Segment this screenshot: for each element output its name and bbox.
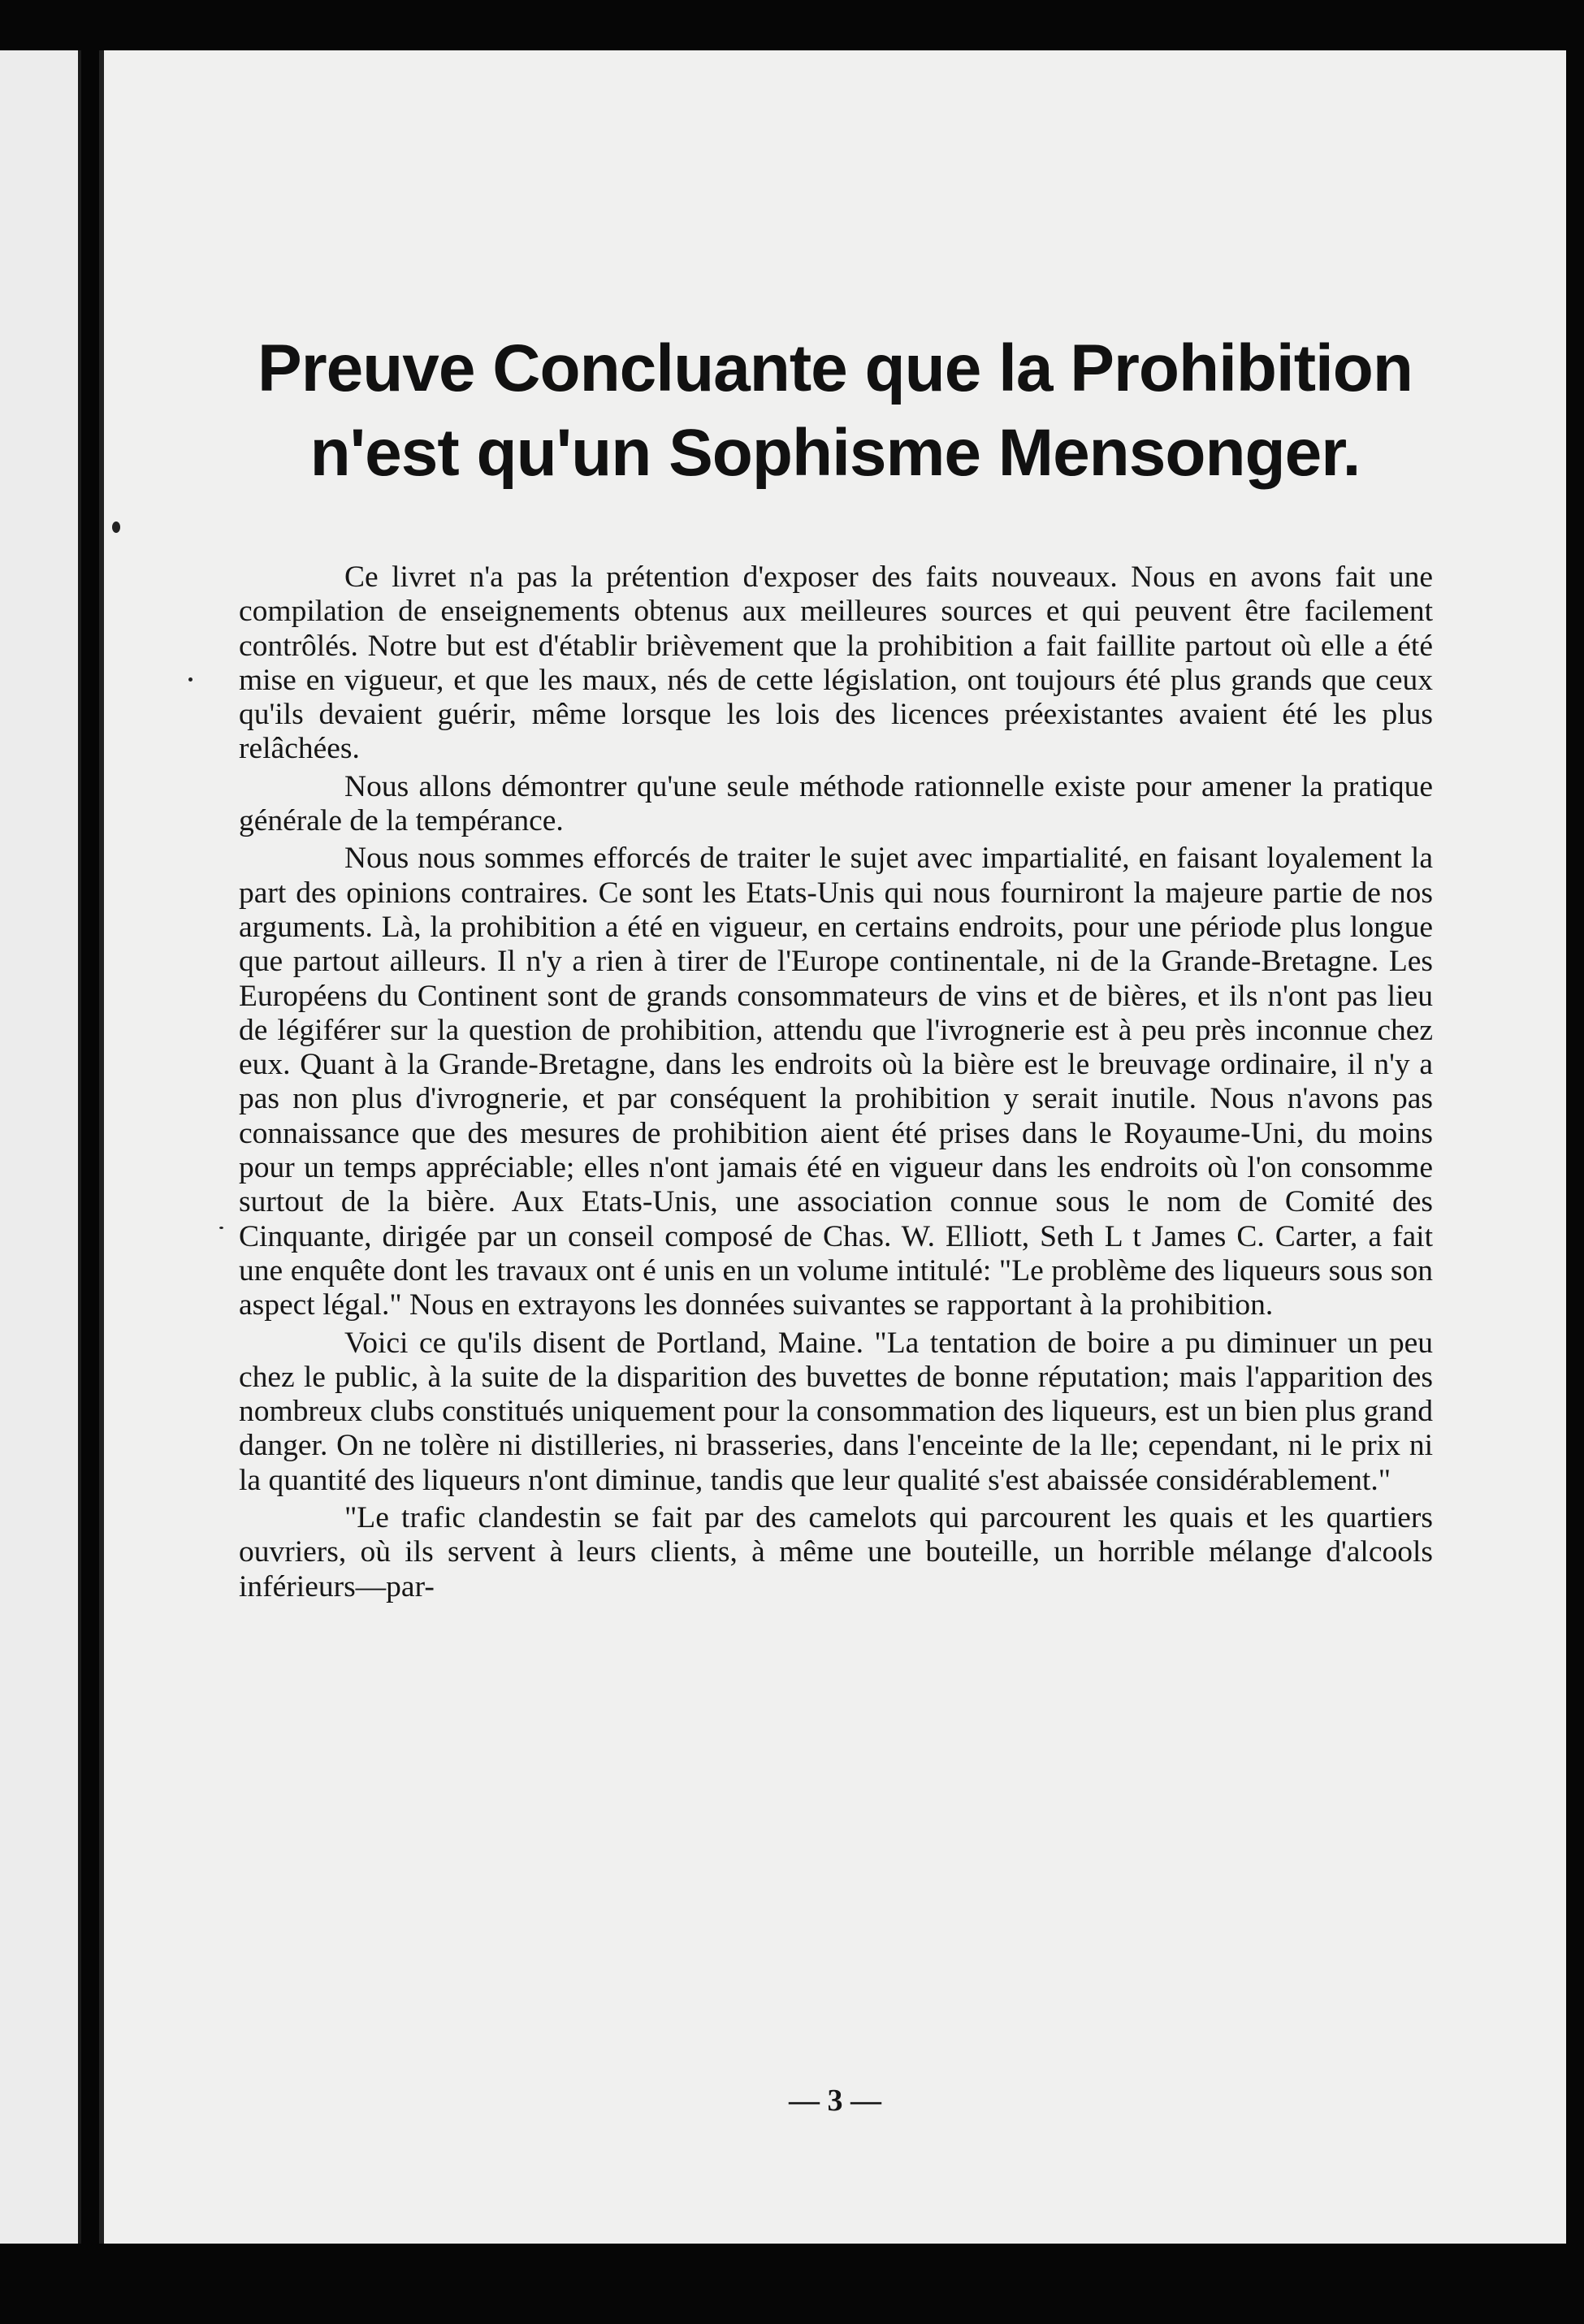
paragraph: Ce livret n'a pas la prétention d'exposer des faits nouveaux. Nous en avons fait une compilation de enseignements obtenus aux meilleures sources et qui peuvent être facilement contrôlés. Notre but est d'établir brièvement que la prohibition a fait faillite partout où elle a été mise en vigueur, et que les maux, nés de cette législation, ont toujours été plus grands que ceux qu'ils devaient guérir, même lorsque les lois des licences préexistantes avaient été les plus relâchées. [239, 560, 1433, 766]
paragraph: Nous nous sommes efforcés de traiter le sujet avec impartialité, en faisant loyalement la part des opinions contraires. Ce sont les Etats-Unis qui nous fourniront la majeure partie de nos arguments. Là, la prohibition a été en vigueur, en certains endroits, pour une période plus longue que partout ailleurs. Il n'y a rien à tirer de l'Europe continentale, ni de la Grande-Bretagne. Les Européens du Continent sont de grands consommateurs de vins et de bières, et ils n'ont pas lieu de légiférer sur la question de prohibition, attendu que l'ivrognerie est à peu près inconnue chez eux. Quant à la Grande-Bretagne, dans les endroits où la bière est le breuvage ordinaire, il n'y a pas non plus d'ivrognerie, et par conséquent la prohibition y serait inutile. Nous n'avons pas connaissance que des mesures de prohibition aient été prises dans le Royaume-Uni, du moins pour un temps appréciable; elles n'ont jamais été en vigueur dans les endroits où l'on consomme surtout de la bière. Aux Etats-Unis, une association connue sous le nom de Comité des Cinquante, dirigée par un conseil composé de Chas. W. Elliott, Seth L t James C. Carter, a fait une enquête dont les travaux ont é unis en un volume intitulé: "Le problème des liqueurs sous son aspect légal." Nous en extrayons les données suivantes se rapportant à la prohibition. [239, 842, 1433, 1322]
scan-speck [188, 677, 193, 682]
page-number: — 3 — [789, 2084, 881, 2118]
paragraph: Voici ce qu'ils disent de Portland, Maine. "La tentation de boire a pu diminuer un peu chez le public, à la suite de la disparition des buvettes de bonne réputation; mais l'apparition des nombreux clubs constitués uniquement pour la consommation des liqueurs, est un bien plus grand danger. On ne tolère ni distilleries, ni brasseries, dans l'enceinte de la lle; cependant, ni le prix ni la quantité des liqueurs n'ont diminue, tandis que leur qualité s'est abaissée considérablement." [239, 1326, 1433, 1497]
paragraph: "Le trafic clandestin se fait par des camelots qui parcourent les quais et les quartiers ouvriers, où ils servent à leurs clients, à même une bouteille, un horrible mélange d'alcools inférieurs—par- [239, 1501, 1433, 1603]
paragraph: Nous allons démontrer qu'une seule méthode rationnelle existe pour amener la pratique générale de la tempérance. [239, 769, 1433, 838]
page-title [104, 327, 1566, 496]
adjacent-page-edge [0, 50, 81, 2244]
document-page [99, 50, 1566, 2244]
title-line: Preuve Concluante que la Prohibition [258, 331, 1413, 405]
scan-speck [219, 1227, 223, 1229]
title-line: n'est qu'un Sophisme Mensonger. [309, 416, 1361, 490]
scan-speck [112, 521, 120, 533]
body-text [239, 560, 1433, 1608]
